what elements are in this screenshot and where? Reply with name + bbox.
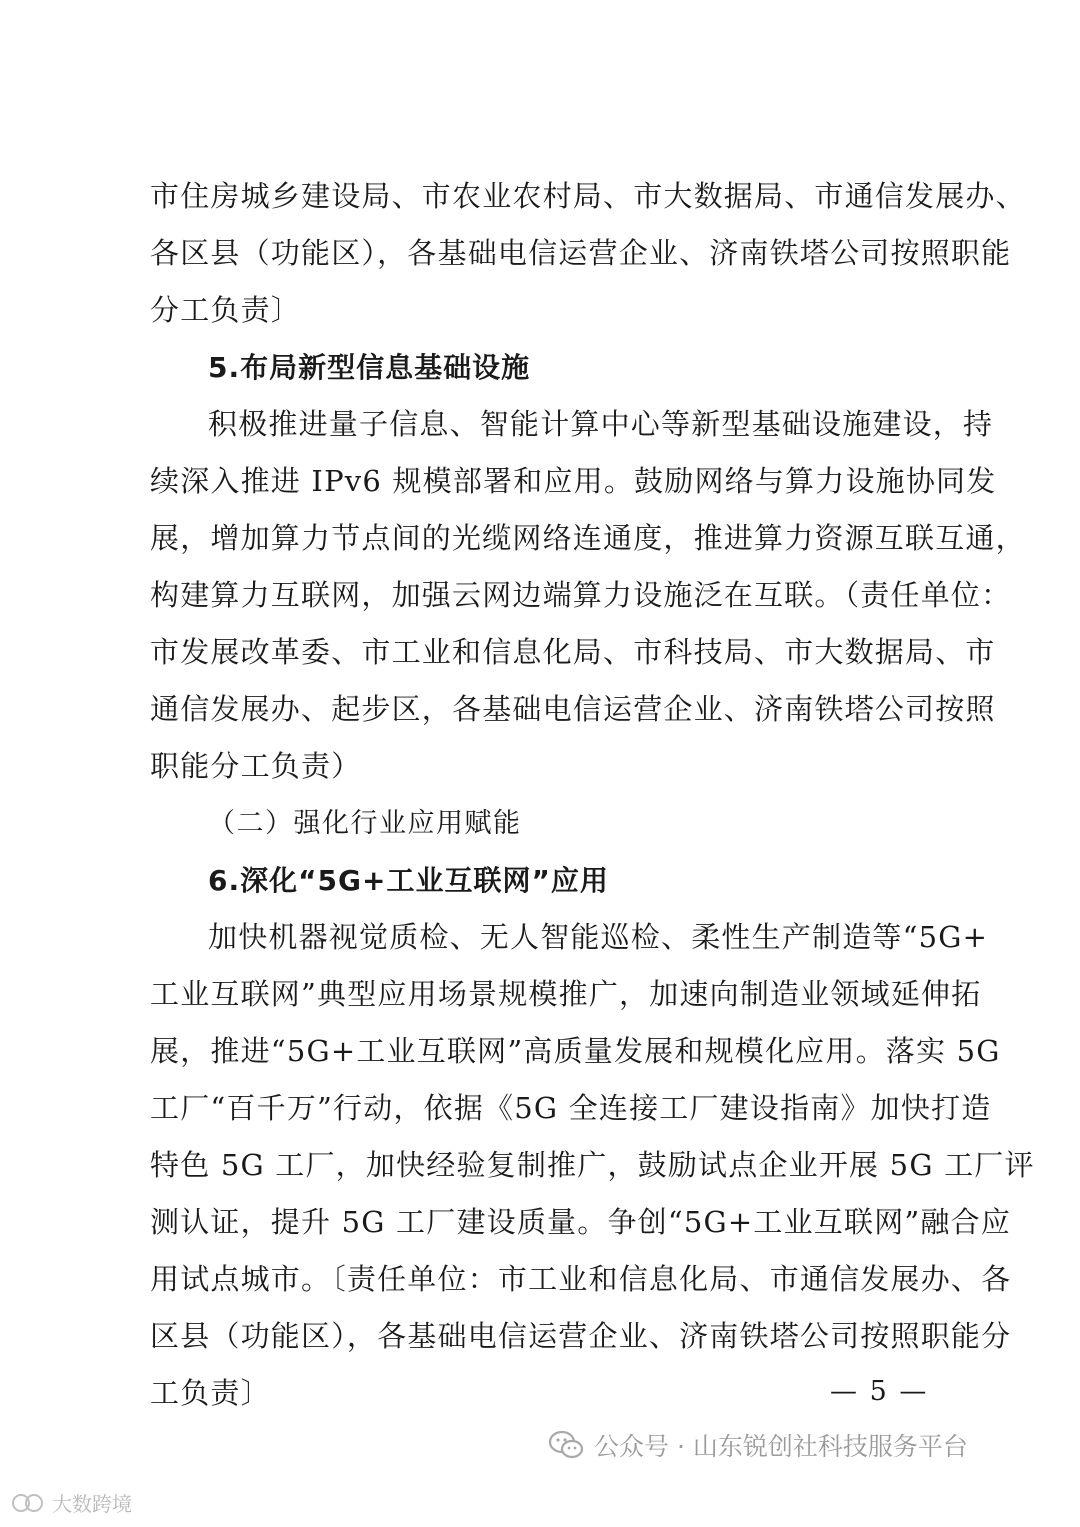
- page-number: — 5 —: [830, 1376, 929, 1407]
- watermark-brand: [10, 1488, 132, 1517]
- item-heading-6: 6.深化“5G+工业互联网”应用: [208, 864, 609, 897]
- body-line: 工厂“百千万”行动，依据《5G 全连接工厂建设指南》加快打造: [150, 1091, 992, 1125]
- body-line: 续深入推进 IPv6 规模部署和应用。鼓励网络与算力设施协同发: [150, 464, 997, 498]
- body-line: 市发展改革委、市工业和信息化局、市科技局、市大数据局、市: [150, 635, 996, 669]
- body-line: 市住房城乡建设局、市农业农村局、市大数据局、市通信发展办、: [150, 179, 1026, 213]
- watermark-right-text: 公众号 · 山东锐创社科技服务平台: [594, 1432, 968, 1461]
- brand-logo-icon: [10, 1492, 46, 1514]
- body-line: 各区县（功能区），各基础电信运营企业、济南铁塔公司按照职能: [150, 236, 1012, 270]
- body-line: 展，增加算力节点间的光缆网络连通度，推进算力资源互联互通，: [150, 521, 1026, 555]
- document-body: [150, 168, 1035, 1422]
- section-heading-2: （二）强化行业应用赋能: [208, 808, 522, 839]
- body-line: 加快机器视觉质检、无人智能巡检、柔性生产制造等“5G+: [208, 920, 989, 954]
- body-line: 用试点城市。〔责任单位：市工业和信息化局、市通信发展办、各: [150, 1262, 1012, 1296]
- body-line: 通信发展办、起步区，各基础电信运营企业、济南铁塔公司按照: [150, 692, 996, 726]
- watermark-left-text: 大数跨境: [52, 1492, 132, 1516]
- body-line: 工负责〕: [150, 1376, 271, 1410]
- body-line: 区县（功能区），各基础电信运营企业、济南铁塔公司按照职能分: [150, 1319, 1012, 1353]
- body-line: 职能分工负责）: [150, 749, 362, 783]
- watermark-wechat: [548, 1427, 968, 1463]
- body-line: 测认证，提升 5G 工厂建设质量。争创“5G+工业互联网”融合应: [150, 1205, 1012, 1239]
- body-line: 积极推进量子信息、智能计算中心等新型基础设施建设，持: [208, 407, 994, 441]
- body-line: 构建算力互联网，加强云网边端算力设施泛在互联。（责任单位：: [150, 578, 1012, 612]
- body-line: 工业互联网”典型应用场景规模推广，加速向制造业领域延伸拓: [150, 977, 982, 1011]
- body-line: 分工负责〕: [150, 293, 302, 327]
- item-heading-5: 5.布局新型信息基础设施: [208, 351, 531, 384]
- wechat-icon: [548, 1430, 584, 1460]
- body-line: 特色 5G 工厂，加快经验复制推广，鼓励试点企业开展 5G 工厂评: [150, 1148, 1035, 1182]
- body-line: 展，推进“5G+工业互联网”高质量发展和规模化应用。落实 5G: [150, 1034, 1001, 1068]
